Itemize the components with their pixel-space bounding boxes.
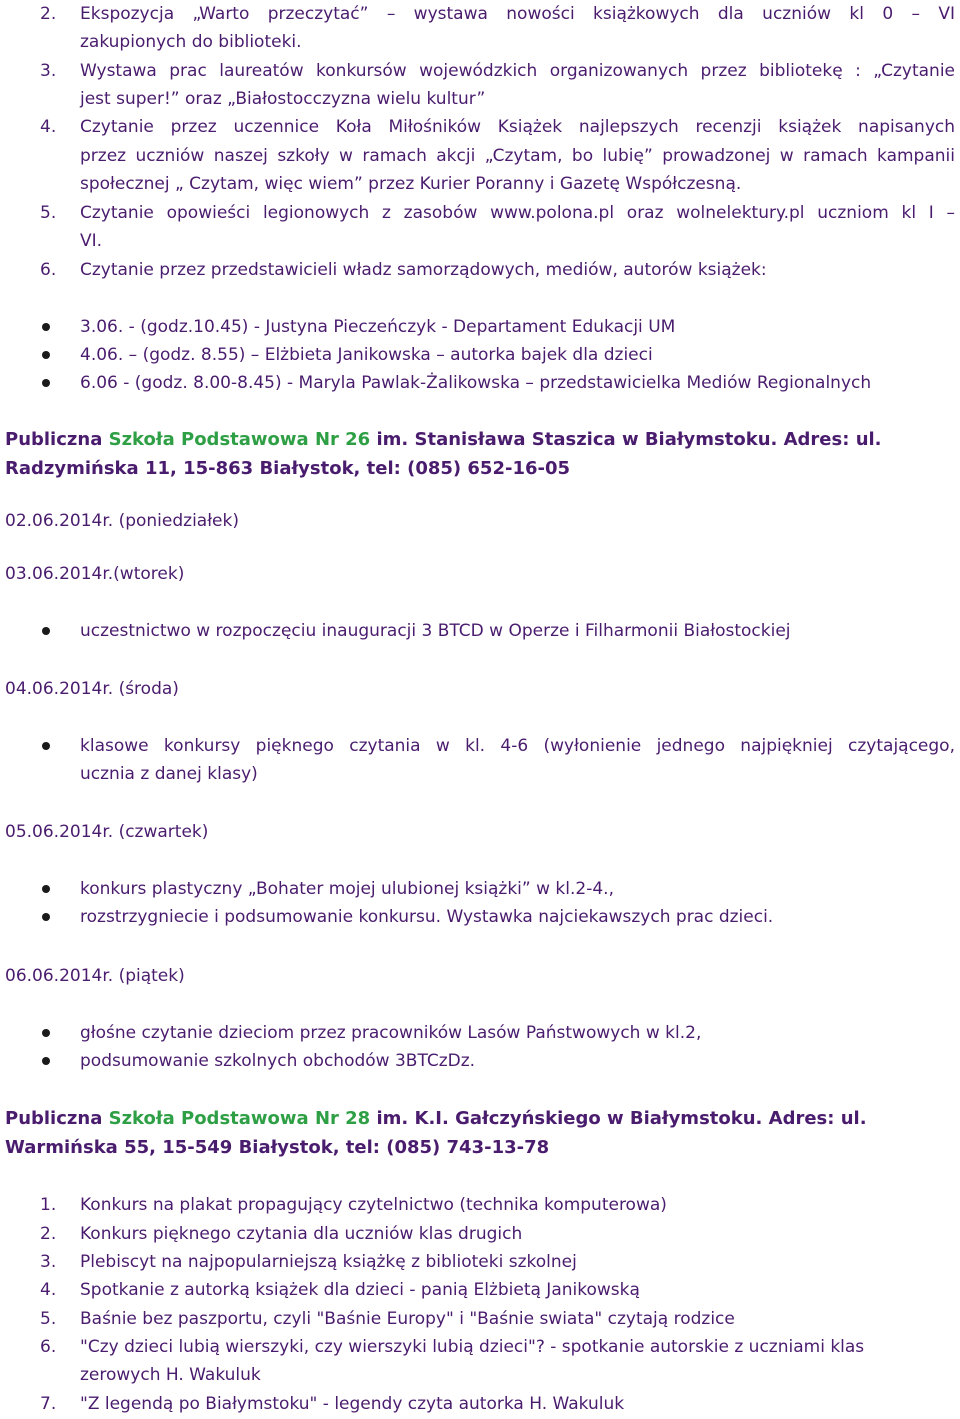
bullet-item: głośne czytanie dzieciom przez pracowników Lasów Państwowych w kl.2, — [80, 1023, 702, 1043]
list-number: 5. — [40, 203, 57, 223]
bullet-icon — [42, 351, 50, 359]
list-number: 4. — [40, 1280, 57, 1300]
bullet-icon — [42, 913, 50, 921]
date-heading: 05.06.2014r. (czwartek) — [5, 822, 209, 842]
list-number: 3. — [40, 61, 57, 81]
list-number: 3. — [40, 1252, 57, 1272]
list-item-text: Czytanie przez uczennice Koła Miłośników Książek najlepszych recenzji książek napisanych — [80, 117, 955, 137]
school-heading — [5, 1105, 867, 1133]
date-heading: 03.06.2014r.(wtorek) — [5, 564, 185, 584]
list-number: 6. — [40, 1337, 57, 1357]
school-heading — [5, 426, 882, 454]
heading-text: im. Stanisława Staszica w Białymstoku. Adres: ul. — [370, 429, 882, 450]
bullet-item: klasowe konkursy pięknego czytania w kl. 4-6 (wyłonienie jednego najpiękniej czytającego, — [80, 736, 955, 756]
heading-text: Publiczna — [5, 429, 109, 450]
list-item-text: Konkurs pięknego czytania dla uczniów klas drugich — [80, 1224, 523, 1244]
list-item-text: jest super!” oraz „Białostocczyzna wielu kultur” — [80, 89, 486, 109]
list-item-text: Spotkanie z autorką książek dla dzieci - panią Elżbietą Janikowską — [80, 1280, 640, 1300]
date-heading: 06.06.2014r. (piątek) — [5, 966, 185, 986]
bullet-icon — [42, 627, 50, 635]
bullet-icon — [42, 742, 50, 750]
list-item-text: VI. — [80, 231, 103, 251]
school-name: Szkoła Podstawowa Nr 28 — [108, 1108, 371, 1129]
bullet-icon — [42, 379, 50, 387]
list-number: 6. — [40, 260, 57, 280]
list-item-text: "Czy dzieci lubią wierszyki, czy wierszyki lubią dzieci"? - spotkanie autorskie z uczniami klas — [80, 1337, 865, 1357]
bullet-item: 4.06. – (godz. 8.55) – Elżbieta Janikowska – autorka bajek dla dzieci — [80, 345, 653, 365]
bullet-item: ucznia z danej klasy) — [80, 764, 258, 784]
bullet-icon — [42, 323, 50, 331]
list-item-text: "Z legendą po Białymstoku" - legendy czyta autorka H. Wakuluk — [80, 1394, 625, 1414]
heading-text: Publiczna — [5, 1108, 109, 1129]
bullet-item: uczestnictwo w rozpoczęciu inauguracji 3 BTCD w Operze i Filharmonii Białostockiej — [80, 621, 791, 641]
bullet-item: konkurs plastyczny „Bohater mojej ulubionej książki” w kl.2-4., — [80, 879, 614, 899]
date-heading: 02.06.2014r. (poniedziałek) — [5, 511, 239, 531]
list-item-text: społecznej „ Czytam, więc wiem” przez Kurier Poranny i Gazetę Współczesną. — [80, 174, 742, 194]
list-item-text: przez uczniów naszej szkoły w ramach akcji „Czytam, bo lubię” prowadzonej w ramach kampanii — [80, 146, 955, 166]
bullet-icon — [42, 1057, 50, 1065]
list-item-text: Konkurs na plakat propagujący czytelnictwo (technika komputerowa) — [80, 1195, 667, 1215]
school-address: Warmińska 55, 15-549 Białystok, tel: (085) 743-13-78 — [5, 1137, 550, 1158]
bullet-item: podsumowanie szkolnych obchodów 3BTCzDz. — [80, 1051, 476, 1071]
list-item-text: Czytanie opowieści legionowych z zasobów www.polona.pl oraz wolnelektury.pl uczniom kl I – — [80, 203, 955, 223]
list-number: 4. — [40, 117, 57, 137]
list-item-text: zakupionych do biblioteki. — [80, 32, 302, 52]
list-item-text: Plebiscyt na najpopularniejszą książkę z biblioteki szkolnej — [80, 1252, 577, 1272]
bullet-item: 6.06 - (godz. 8.00-8.45) - Maryla Pawlak-Żalikowska – przedstawicielka Mediów Regionalnych — [80, 373, 872, 393]
list-item-text: Wystawa prac laureatów konkursów wojewódzkich organizowanych przez bibliotekę : „Czytanie — [80, 61, 955, 81]
list-number: 2. — [40, 1224, 57, 1244]
bullet-item: rozstrzygniecie i podsumowanie konkursu. Wystawka najciekawszych prac dzieci. — [80, 907, 774, 927]
school-name: Szkoła Podstawowa Nr 26 — [108, 429, 371, 450]
list-item-text: Ekspozycja „Warto przeczytać” – wystawa nowości książkowych dla uczniów kl 0 – VI — [80, 4, 955, 24]
list-number: 5. — [40, 1309, 57, 1329]
school-address: Radzymińska 11, 15-863 Białystok, tel: (085) 652-16-05 — [5, 458, 571, 479]
bullet-item: 3.06. - (godz.10.45) - Justyna Pieczeńczyk - Departament Edukacji UM — [80, 317, 676, 337]
list-item-text: zerowych H. Wakuluk — [80, 1365, 261, 1385]
bullet-icon — [42, 1029, 50, 1037]
list-number: 1. — [40, 1195, 57, 1215]
list-number: 7. — [40, 1394, 57, 1414]
list-number: 2. — [40, 4, 57, 24]
list-item-text: Czytanie przez przedstawicieli władz samorządowych, mediów, autorów książek: — [80, 260, 767, 280]
date-heading: 04.06.2014r. (środa) — [5, 679, 179, 699]
list-item-text: Baśnie bez paszportu, czyli "Baśnie Europy" i "Baśnie swiata" czytają rodzice — [80, 1309, 735, 1329]
bullet-icon — [42, 885, 50, 893]
heading-text: im. K.I. Gałczyńskiego w Białymstoku. Adres: ul. — [370, 1108, 867, 1129]
